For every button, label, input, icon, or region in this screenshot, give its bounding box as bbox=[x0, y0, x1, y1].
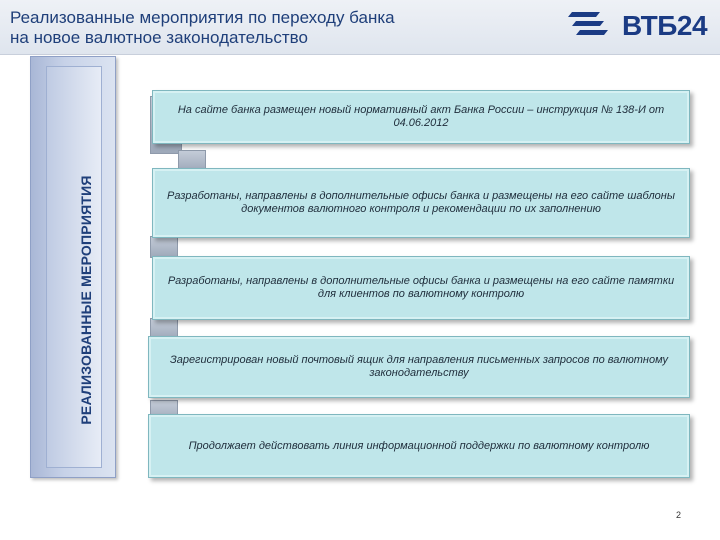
list-item-text: Зарегистрирован новый почтовый ящик для направления письменных запросов по валютному законодательству bbox=[169, 354, 669, 379]
list-item bbox=[152, 256, 690, 320]
connector bbox=[150, 236, 178, 258]
list-item-text: На сайте банка размещен новый нормативный акт Банка России – инструкция № 138-И от 04.06.2012 bbox=[177, 104, 665, 129]
slide-title bbox=[10, 8, 530, 48]
slide-header bbox=[0, 0, 720, 55]
list-item bbox=[148, 414, 690, 478]
vtb-swoosh-icon bbox=[566, 4, 620, 46]
page-number: 2 bbox=[676, 510, 682, 520]
logo-text: ВТБ24 bbox=[622, 10, 708, 41]
list-item-text: Разработаны, направлены в дополнительные офисы банка и размещены на его сайте памятки для клиентов по валютному контролю bbox=[167, 275, 675, 300]
sidebar-label: РЕАЛИЗОВАННЫЕ МЕРОПРИЯТИЯ bbox=[78, 175, 94, 425]
vtb24-logo bbox=[566, 4, 716, 46]
list-item bbox=[152, 90, 690, 144]
title-line-1: Реализованные мероприятия по переходу банка bbox=[10, 8, 395, 27]
list-item-text: Продолжает действовать линия информационной поддержки по валютному контролю bbox=[188, 439, 650, 452]
list-item-text: Разработаны, направлены в дополнительные офисы банка и размещены на его сайте шаблоны документов валютного контроля и рекомендации по их заполнению bbox=[167, 190, 675, 215]
list-item bbox=[148, 336, 690, 398]
list-item bbox=[152, 168, 690, 238]
title-line-2: на новое валютное законодательство bbox=[10, 28, 308, 47]
